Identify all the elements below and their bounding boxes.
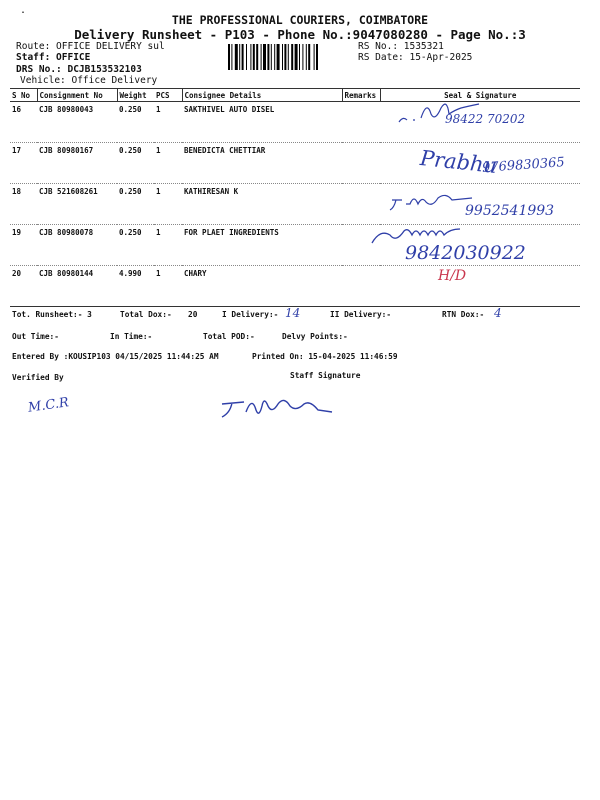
handwritten-phone-row16: 98422 70202 xyxy=(445,112,526,126)
barcode-bar xyxy=(299,44,300,70)
corner-dot: . xyxy=(20,5,27,16)
col-sno: S No xyxy=(10,89,37,102)
barcode xyxy=(228,44,350,70)
verified-by-signature: M.C.R xyxy=(27,395,70,416)
handwritten-hd-row20: H/D xyxy=(438,268,467,284)
barcode-bar xyxy=(253,44,255,70)
cell-sno: 18 xyxy=(10,184,37,225)
cell-consignee: KATHIRESAN K xyxy=(182,184,342,225)
cell-pcs: 1 xyxy=(154,184,182,225)
route-label: Route: OFFICE DELIVERY sul xyxy=(16,41,165,52)
barcode-bar xyxy=(314,44,315,70)
cell-sno: 16 xyxy=(10,102,37,143)
barcode-bar xyxy=(242,44,244,70)
barcode-bar xyxy=(288,44,289,70)
barcode-bar xyxy=(302,44,303,70)
handwritten-name-row17: Prabhu xyxy=(418,146,499,178)
staff-signature-label: Staff Signature xyxy=(290,371,361,380)
total-dox-label: Total Dox:- xyxy=(120,310,172,319)
ii-delivery-label: II Delivery:- xyxy=(330,310,392,319)
cell-signature xyxy=(380,266,580,307)
barcode-bar xyxy=(284,44,286,70)
barcode-bar xyxy=(291,44,293,70)
table-row xyxy=(10,266,580,307)
i-delivery-label: I Delivery:- xyxy=(222,310,279,319)
verified-by-label: Verified By xyxy=(12,373,64,382)
company-title: THE PROFESSIONAL COURIERS, COIMBATORE xyxy=(171,13,429,27)
runsheet-subtitle: Delivery Runsheet - P103 - Phone No.:9047080280 - Page No.:3 xyxy=(74,27,526,42)
cell-consignment: CJB 80980078 xyxy=(37,225,117,266)
cell-consignee: CHARY xyxy=(182,266,342,307)
barcode-bar xyxy=(246,44,247,70)
barcode-bar xyxy=(316,44,318,70)
cell-consignee: BENEDICTA CHETTIAR xyxy=(182,143,342,184)
handwritten-i-delivery: 14 xyxy=(285,306,301,320)
cell-pcs: 1 xyxy=(154,266,182,307)
in-time-label: In Time:- xyxy=(110,332,153,341)
barcode-bar xyxy=(277,44,280,70)
printed-on: Printed On: 15-04-2025 11:46:59 xyxy=(252,352,398,361)
barcode-bar xyxy=(228,44,230,70)
cell-weight: 0.250 xyxy=(117,184,154,225)
cell-consignment: CJB 80980043 xyxy=(37,102,117,143)
out-time-label: Out Time:- xyxy=(12,332,59,341)
col-pcs: PCS xyxy=(154,89,182,102)
cell-sno: 19 xyxy=(10,225,37,266)
barcode-bar xyxy=(271,44,272,70)
handwritten-phone-row17: 9769830365 xyxy=(481,155,566,176)
cell-consignment: CJB 80980167 xyxy=(37,143,117,184)
barcode-bar xyxy=(250,44,251,70)
col-consignee: Consignee Details xyxy=(182,89,342,102)
staff-label: Staff: OFFICE xyxy=(16,52,91,63)
handwritten-rtn: 4 xyxy=(494,306,502,320)
entered-by: Entered By :KOUSIP103 04/15/2025 11:44:25 AM xyxy=(12,352,219,361)
tot-runsheet: Tot. Runsheet:- 3 xyxy=(12,310,92,319)
col-weight: Weight xyxy=(117,89,154,102)
cell-pcs: 1 xyxy=(154,143,182,184)
cell-weight: 4.990 xyxy=(117,266,154,307)
barcode-bar xyxy=(295,44,298,70)
cell-weight: 0.250 xyxy=(117,102,154,143)
barcode-bar xyxy=(231,44,232,70)
delvy-points-label: Delvy Points:- xyxy=(282,332,348,341)
col-consignment: Consignment No xyxy=(37,89,117,102)
barcode-bar xyxy=(261,44,262,70)
cell-consignment: CJB 80980144 xyxy=(37,266,117,307)
barcode-bar xyxy=(239,44,240,70)
handwritten-phone-row19: 9842030922 xyxy=(405,242,526,264)
barcode-bar xyxy=(235,44,238,70)
barcode-bar xyxy=(308,44,310,70)
cell-pcs: 1 xyxy=(154,225,182,266)
col-seal-signature: Seal & Signature xyxy=(380,89,580,102)
col-remarks: Remarks xyxy=(342,89,380,102)
total-pod-label: Total POD:- xyxy=(203,332,255,341)
total-dox-value: 20 xyxy=(188,310,198,319)
cell-consignee: FOR PLAET INGREDIENTS xyxy=(182,225,342,266)
cell-remarks xyxy=(342,143,380,184)
rtn-dox-label: RTN Dox:- xyxy=(442,310,485,319)
barcode-bar xyxy=(267,44,269,70)
handwritten-phone-row18: 9952541993 xyxy=(465,203,555,219)
barcode-bar xyxy=(263,44,266,70)
staff-signature-scribble xyxy=(218,394,348,424)
cell-remarks xyxy=(342,102,380,143)
drs-number: DRS No.: DCJB153532103 xyxy=(16,64,142,75)
barcode-bar xyxy=(282,44,283,70)
cell-weight: 0.250 xyxy=(117,143,154,184)
cell-sno: 20 xyxy=(10,266,37,307)
cell-remarks xyxy=(342,266,380,307)
barcode-bar xyxy=(274,44,275,70)
cell-pcs: 1 xyxy=(154,102,182,143)
barcode-bar xyxy=(306,44,307,70)
rs-date: RS Date: 15-Apr-2025 xyxy=(358,52,473,63)
cell-weight: 0.250 xyxy=(117,225,154,266)
vehicle-label: Vehicle: Office Delivery xyxy=(20,75,158,86)
cell-consignment: CJB 521608261 xyxy=(37,184,117,225)
cell-consignee: SAKTHIVEL AUTO DISEL xyxy=(182,102,342,143)
cell-remarks xyxy=(342,184,380,225)
cell-sno: 17 xyxy=(10,143,37,184)
rs-number: RS No.: 1535321 xyxy=(358,41,444,52)
barcode-bar xyxy=(256,44,258,70)
table-header-row xyxy=(10,89,580,102)
